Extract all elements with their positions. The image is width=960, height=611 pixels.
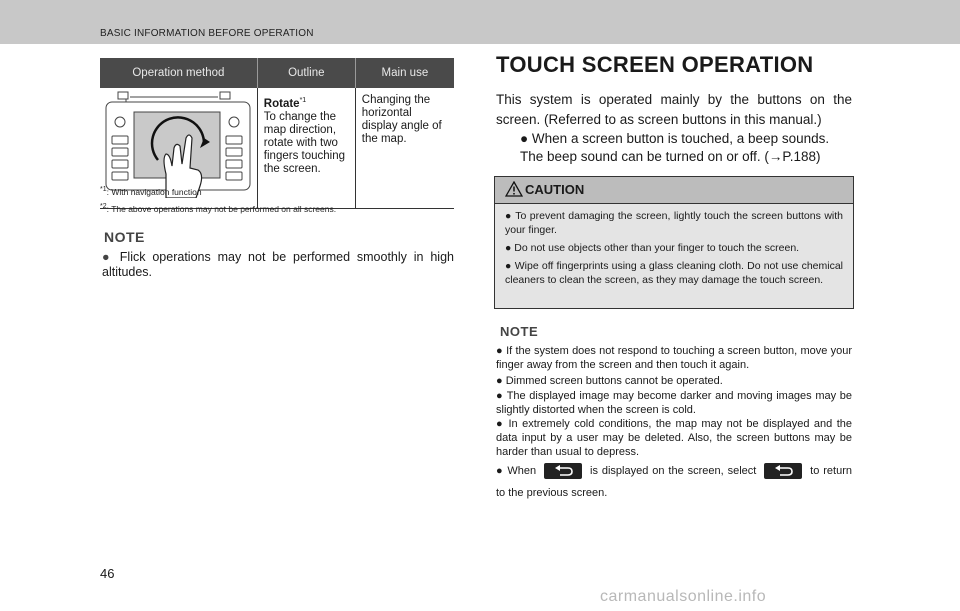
bullet-icon: ● [496,375,503,387]
note-text: The displayed image may become darker and moving images may be slightly distorted when the screen is cold. [496,390,852,416]
intro-bullet-text: When a screen button is touched, a beep sounds. The beep sound can be turned on or off. (→P.188) [520,131,830,164]
caution-header [495,177,853,204]
back-arrow-icon [544,463,582,479]
table-header-row [100,58,454,88]
list-item [102,250,454,280]
rotate-gesture-illustration [100,88,255,198]
note-text: Flick operations may not be performed smoothly in high altitudes. [102,250,454,279]
outline-text: To change the map direction, rotate with two fingers touching the screen. [263,110,345,175]
outline-cell [257,88,355,209]
list-item [496,389,852,417]
note-title: NOTE [500,324,539,339]
list-item [496,460,852,504]
column-header-operation-method: Operation method [100,58,257,88]
bullet-icon: ● [520,131,529,146]
footnote-1-text: : With navigation function [106,186,202,197]
list-item [505,259,843,287]
list-item [496,374,852,388]
warning-triangle-icon [505,181,523,197]
list-item [505,209,843,237]
column-header-outline: Outline [257,58,355,88]
bullet-icon: ● [505,242,512,254]
main-use-text: Changing the horizontal display angle of the map. [361,94,442,145]
list-item [496,344,852,372]
bullet-icon: ● [496,390,504,402]
footnote-1 [100,186,202,197]
bullet-icon: ● [505,210,512,222]
intro-paragraph: This system is operated mainly by the buttons on the screen. (Referred to as screen buttons in this manual.) [496,92,852,127]
footnote-2 [100,203,336,214]
bullet-icon: ● [496,418,505,430]
note-text: Dimmed screen buttons cannot be operated. [505,375,723,387]
section-header: BASIC INFORMATION BEFORE OPERATION [100,28,314,39]
bullet-icon: ● [102,250,113,264]
list-item [505,241,843,255]
note-text: In extremely cold conditions, the map may not be displayed and the data input by a user may be deleted. Also, the screen buttons may be harder than usual to depress. [496,418,852,458]
footnote-mark: *1 [299,97,307,104]
caution-box [494,176,854,309]
list-item [496,417,852,459]
outline-title: Rotate [263,97,300,110]
note-text: If the system does not respond to touching a screen button, move your finger away from the screen and then touch it again. [496,345,852,371]
note-text-part2: is displayed on the screen, select [590,465,757,477]
footnote-2-mark: *2 [100,203,107,210]
bullet-icon: ● [496,345,503,357]
bullet-icon: ● [496,465,504,477]
note-title: NOTE [104,229,145,245]
back-arrow-icon [764,463,802,479]
caution-title: CAUTION [525,182,585,197]
page-number: 46 [100,566,115,581]
footnote-1-mark: *1 [100,186,107,193]
list-item [520,130,852,166]
note-text-part3: to return to the previous screen. [496,465,852,499]
note-text-part1: When [507,465,537,477]
caution-text: To prevent damaging the screen, lightly touch the screen buttons with your finger. [505,210,843,236]
bullet-icon: ● [505,260,512,272]
column-header-main-use: Main use [355,58,454,88]
main-use-cell [355,88,454,209]
page-title: TOUCH SCREEN OPERATION [496,52,814,77]
caution-text: Wipe off fingerprints using a glass cleaning cloth. Do not use chemical cleaners to clean the screen, as they may damage the touch screen. [505,260,843,286]
caution-text: Do not use objects other than your finger to touch the screen. [514,242,800,254]
footnote-2-text: : The above operations may not be performed on all screens. [106,203,337,214]
watermark: carmanualsonline.info [600,588,767,605]
